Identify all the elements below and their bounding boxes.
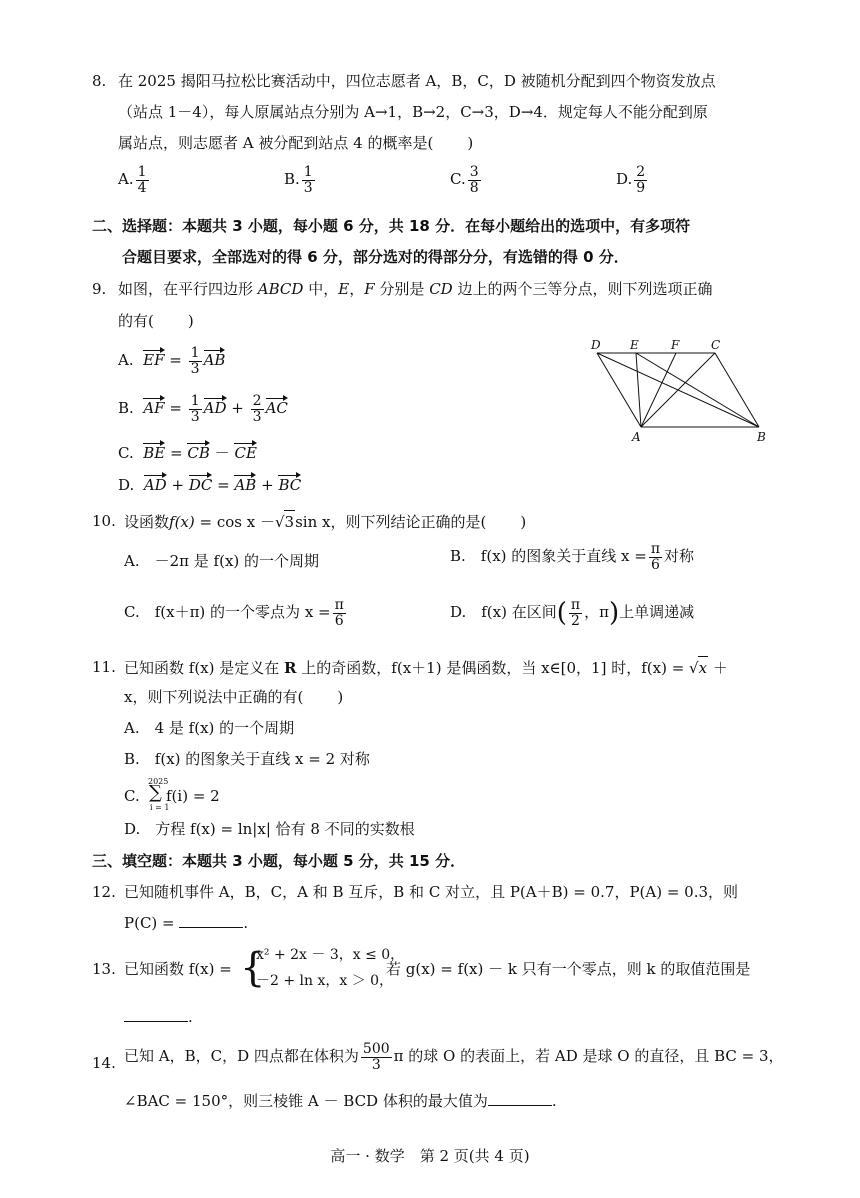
q13-line2: . [124,1006,193,1028]
segment-af [641,353,676,427]
label-f: F [671,338,680,352]
q9-option-c: C. BE = CB － CE [118,440,257,463]
q13-number: 13. [92,960,116,978]
q10-option-d: D. f(x) 在区间( $\frac{\pi}{2}$ ，π)上单调递减 [450,597,695,629]
q14-number: 14. [92,1054,116,1072]
q9-option-b: B. AF = $\frac{1}{3}$ AD + $\frac{2}{3}$ AC [118,393,288,425]
q11-option-d: D. 方程 f(x) = ln|x| 恰有 8 不同的实数根 [124,820,415,838]
q8-line3: 属站点，则志愿者 A 被分配到站点 4 的概率是( ) [118,134,474,152]
label-d: D [591,338,601,352]
q13-stem: 已知函数 f(x) = { x² + 2x － 3，x ≤ 0， －2 + ln x，x ＞ 0， 若 g(x) = f(x) － k 只有一个零点，则 k 的取值范围是 [124,945,751,991]
q9-option-d: D. AD + DC = AB + BC [118,472,301,494]
q8-number: 8. [92,72,107,90]
q14-line1: 已知 A，B，C，D 四点都在体积为 $\frac{500}{3}$ π 的球 O 的表面上，若 AD 是球 O 的直径，且 BC = 3， [124,1041,784,1073]
q9-option-a: A. EF = $\frac{1}{3}$ AB [118,345,226,377]
section2-heading-line2: 合题目要求，全部选对的得 6 分，部分选对的得部分分，有选错的得 0 分． [122,248,629,266]
segment-be [636,353,759,427]
label-a: A [632,430,641,444]
q10-stem: 设函数f(x) = cos x －√3sin x，则下列结论正确的是( ) [124,510,526,533]
segment-cb [715,353,759,427]
q14-line2: ∠BAC = 150°，则三棱锥 A － BCD 体积的最大值为 . [124,1092,557,1110]
label-e: E [630,338,639,352]
q11-number: 11. [92,658,116,676]
q9-line1: 如图，在平行四边形 ABCD 中，E，F 分别是 CD 边上的两个三等分点，则下列选项正确 [118,280,713,298]
page-footer: 高一 · 数学 第 2 页(共 4 页) [330,1147,530,1165]
label-c: C [711,338,721,352]
q14-answer-blank [488,1091,552,1106]
q10-option-b: B. f(x) 的图象关于直线 x = $\frac{\pi}{6}$ 对称 [450,541,695,573]
q11-option-a: A. 4 是 f(x) 的一个周期 [124,719,295,737]
segment-bd [597,353,759,427]
q11-option-b: B. f(x) 的图象关于直线 x = 2 对称 [124,750,370,768]
parallelogram-figure [585,335,775,447]
section3-heading: 三、填空题：本题共 3 小题，每小题 5 分，共 15 分． [92,852,466,870]
q10-option-c: C. f(x＋π) 的一个零点为 x = $\frac{\pi}{6}$ [124,597,344,629]
q9-line2: 的有( ) [118,312,194,330]
q12-line2: P(C) = . [124,914,249,932]
q8-option-a: A. $\frac{1}{4}$ [118,164,147,196]
segment-ae [636,353,641,427]
label-b: B [757,430,766,444]
q8-option-b: B. $\frac{1}{3}$ [284,164,313,196]
q8-line1: 在 2025 揭阳马拉松比赛活动中，四位志愿者 A，B，C，D 被随机分配到四个物资发放点 [118,72,716,90]
q13-answer-blank [124,1007,188,1022]
q10-number: 10. [92,512,116,530]
q8-option-d: D. $\frac{2}{9}$ [616,164,646,196]
q8-option-c: C. $\frac{3}{8}$ [450,164,479,196]
summation-icon: ∑ [149,782,162,803]
q8-line2: （站点 1－4），每人原属站点分别为 A→1，B→2，C→3，D→4．规定每人不能分配到原 [118,103,708,121]
brace-icon: { [240,945,266,991]
q10-option-a: A. －2π 是 f(x) 的一个周期 [124,552,320,570]
q11-line2: x，则下列说法中正确的有( ) [124,688,344,706]
segment-ad [597,353,641,427]
q12-number: 12. [92,883,116,901]
q9-number: 9. [92,280,107,298]
section2-heading-line1: 二、选择题：本题共 3 小题，每小题 6 分，共 18 分．在每小题给出的选项中，有多项符 [92,217,691,235]
q12-answer-blank [179,913,243,928]
q11-line1: 已知函数 f(x) 是定义在 R 上的奇函数，f(x＋1) 是偶函数，当 x∈[0，1] 时，f(x) = √x ＋ [124,656,728,679]
q12-line1: 已知随机事件 A，B，C，A 和 B 互斥，B 和 C 对立，且 P(A＋B) = 0.7，P(A) = 0.3，则 [124,883,739,901]
